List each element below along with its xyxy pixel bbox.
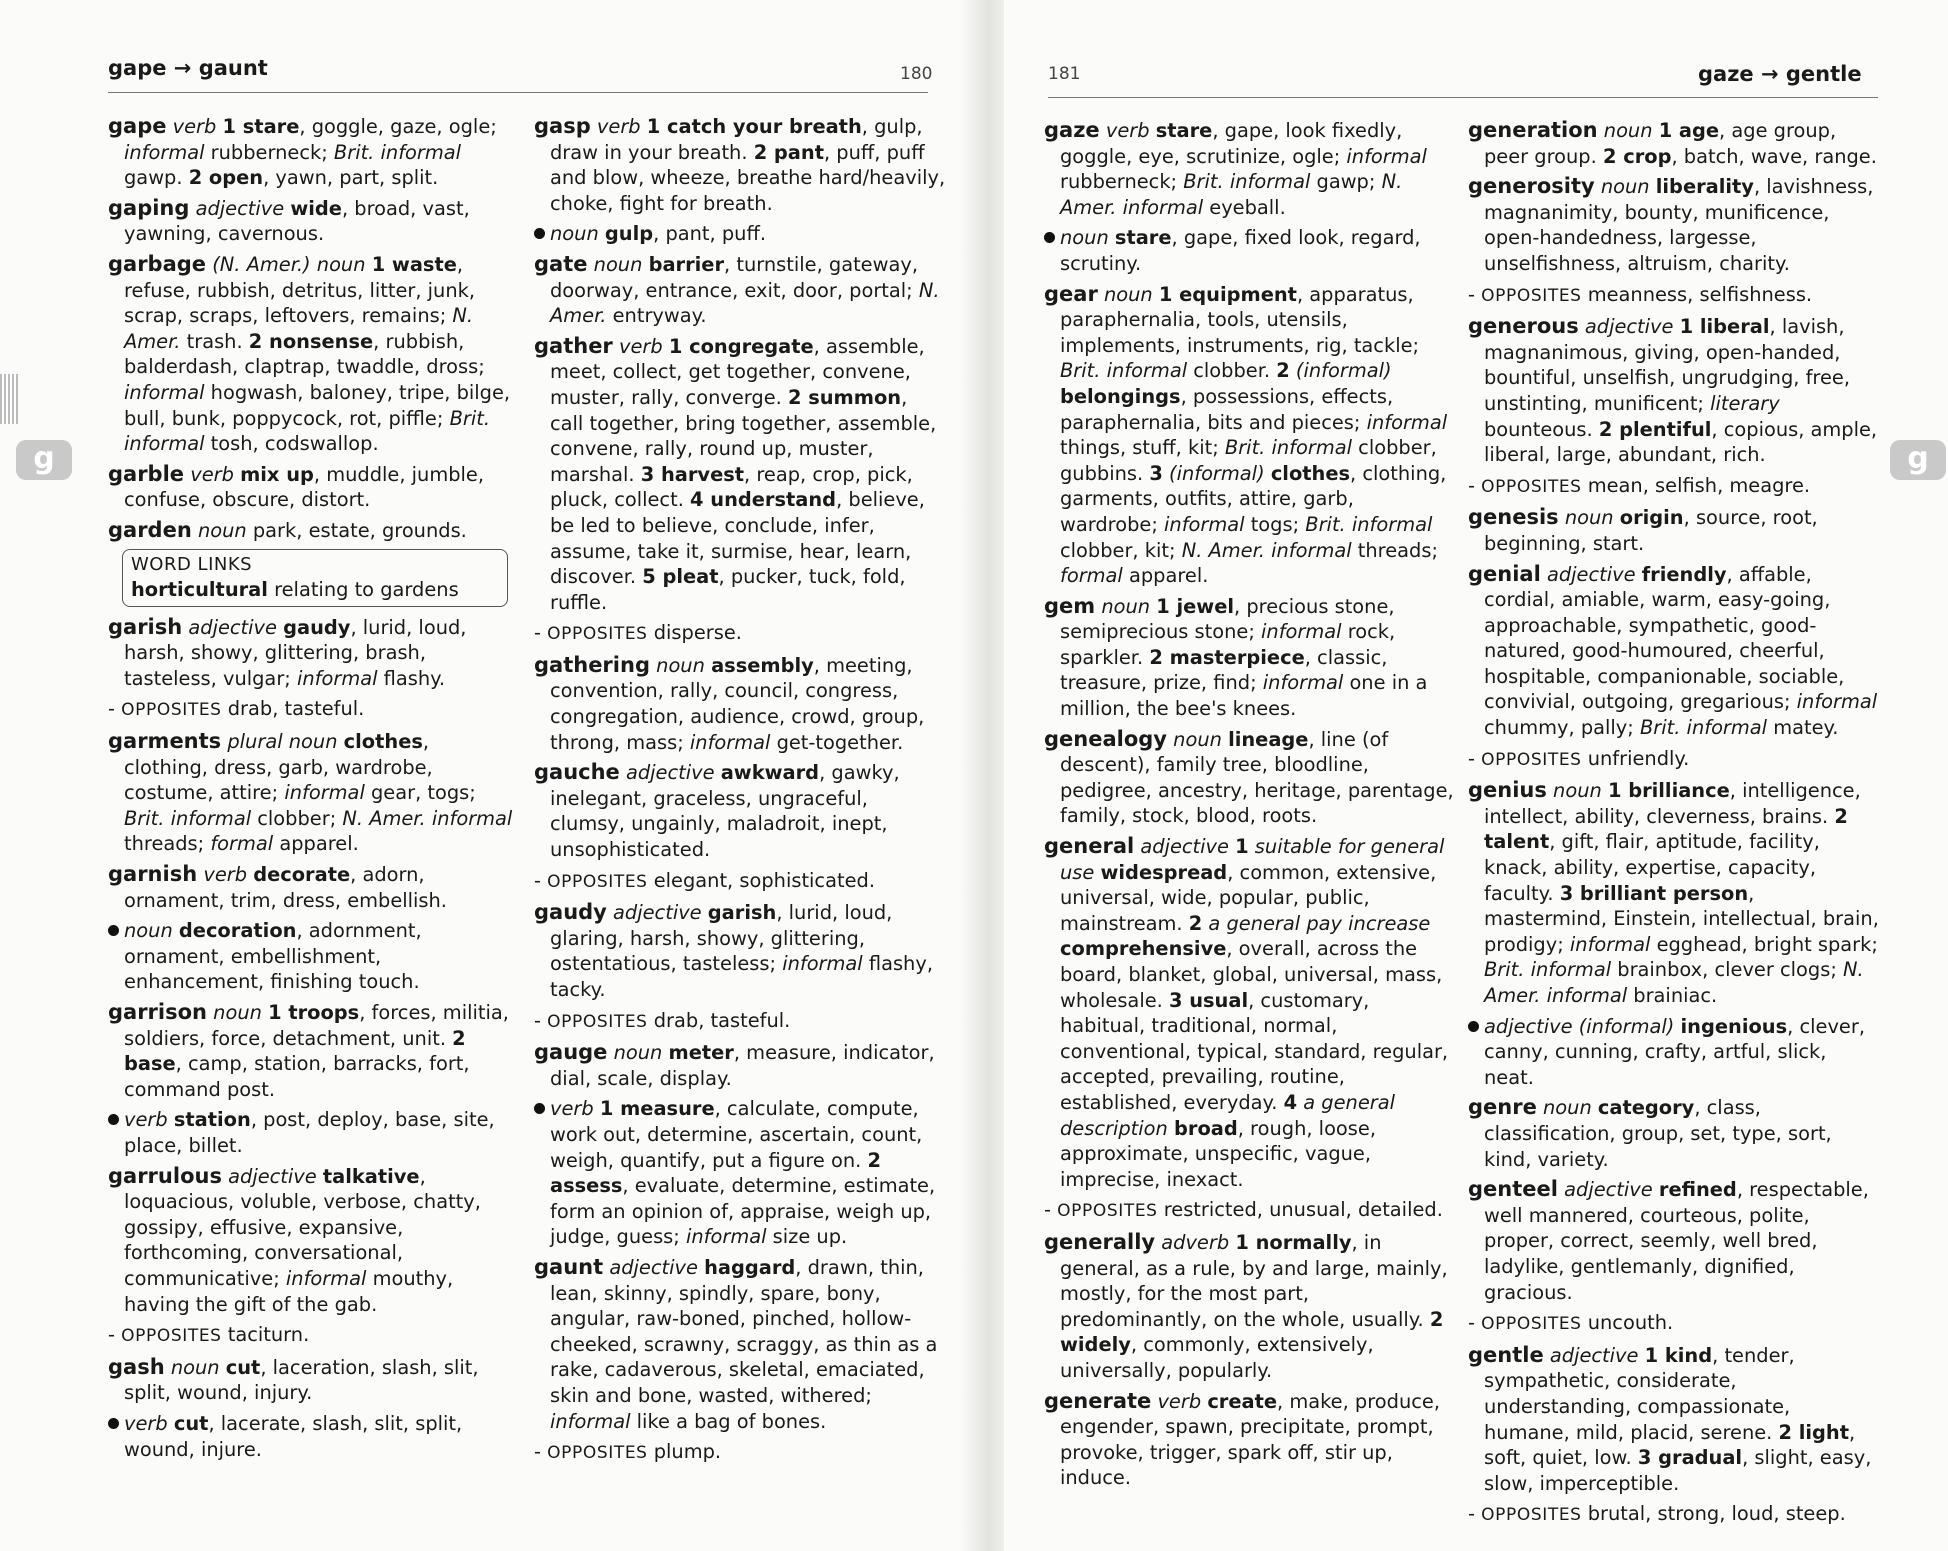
bullet-icon bbox=[534, 1103, 545, 1114]
word-links-content: horticultural relating to gardens bbox=[131, 578, 459, 602]
headword: garden bbox=[108, 517, 192, 542]
headword: generation bbox=[1468, 118, 1598, 142]
sense-subentry: noun decoration, adornment, ornament, embellishment, enhancement, finishing touch. bbox=[108, 918, 516, 995]
dictionary-entry: garrulous adjective talkative, loquacious, voluble, verbose, chatty, gossipy, effusive, expansive, forthcoming, conversational, communicative; informal mouthy, having the gift of the gab. bbox=[108, 1163, 481, 1316]
bullet-icon bbox=[534, 228, 545, 239]
dictionary-entry: gash noun cut, laceration, slash, slit, split, wound, injury. bbox=[108, 1354, 479, 1405]
headword: gash bbox=[108, 1354, 165, 1379]
dictionary-entry: generation noun 1 age, age group, peer group. 2 crop, batch, wave, range. bbox=[1468, 118, 1877, 168]
opposites-line: - OPPOSITES unfriendly. bbox=[1468, 746, 1690, 770]
dictionary-entry: gather verb 1 congregate, assemble, meet, collect, get together, convene, muster, rally, converge. 2 summon, call together, bring together, assemble, convene, rally, round up, muster, marshal. 3 harvest, reap, crop, pick, pluck, collect. 4 understand, believe, be led to believe, conclude, infer, assume, take it, surmise, hear, learn, discover. 5 pleat, pucker, tuck, fold, ruffle. bbox=[534, 333, 937, 614]
dictionary-entry: genre noun category, class, classification, group, set, type, sort, kind, variety. bbox=[1468, 1095, 1832, 1171]
column-right-2 bbox=[1468, 118, 1880, 1534]
word-links-box bbox=[122, 549, 508, 607]
opposites-line: - OPPOSITES disperse. bbox=[534, 621, 742, 645]
headword: general bbox=[1044, 834, 1135, 859]
column-left-1 bbox=[108, 114, 516, 1467]
dictionary-entry: garrison noun 1 troops, forces, militia, soldiers, force, detachment, unit. 2 base, camp, station, barracks, fort, command post. bbox=[108, 1000, 509, 1101]
dictionary-entry: genteel adjective refined, respectable, well mannered, courteous, polite, proper, correct, seemly, well bred, ladylike, gentlemanly, dignified, gracious. bbox=[1468, 1177, 1869, 1304]
headword: garrulous bbox=[108, 1163, 222, 1188]
bullet-icon bbox=[108, 925, 119, 936]
dictionary-entry: gathering noun assembly, meeting, convention, rally, council, congress, congregation, audience, crowd, group, throng, mass; informal get-together. bbox=[534, 652, 925, 754]
sense-subentry: verb cut, lacerate, slash, slit, split, wound, injure. bbox=[108, 1411, 516, 1462]
headword: generate bbox=[1044, 1388, 1152, 1413]
dictionary-entry: genesis noun origin, source, root, beginning, start. bbox=[1468, 505, 1818, 555]
headword: gaudy bbox=[534, 900, 607, 925]
opposites-line: - OPPOSITES brutal, strong, loud, steep. bbox=[1468, 1502, 1846, 1526]
bullet-icon bbox=[108, 1418, 119, 1429]
dictionary-entry: gasp verb 1 catch your breath, gulp, draw in your breath. 2 pant, puff, puff and blow, wheeze, breathe hard/heavily, choke, fight for breath. bbox=[534, 114, 946, 215]
thumb-tab: g bbox=[16, 440, 72, 480]
dictionary-entry: generate verb create, make, produce, engender, spawn, precipitate, prompt, provoke, trigger, spark off, stir up, induce. bbox=[1044, 1388, 1440, 1490]
sense-subentry: adjective (informal) ingenious, clever, canny, cunning, crafty, artful, slick, neat. bbox=[1468, 1014, 1880, 1091]
column-left-2 bbox=[534, 114, 946, 1472]
headword: garrison bbox=[108, 1000, 207, 1024]
header-rule bbox=[108, 92, 928, 93]
opposites-line: - OPPOSITES uncouth. bbox=[1468, 1311, 1674, 1335]
dictionary-entry: generosity noun liberality, lavishness, magnanimity, bounty, munificence, open-handedness, largesse, unselfishness, altruism, charity. bbox=[1468, 174, 1874, 275]
dictionary-entry: generous adjective 1 liberal, lavish, magnanimous, giving, open-handed, bountiful, unselfish, ungrudging, free, unstinting, munificent; literary bounteous. 2 plentiful, copious, ample, liberal, large, abundant, rich. bbox=[1468, 314, 1878, 467]
word-links-title: WORD LINKS bbox=[131, 553, 253, 575]
headword: generally bbox=[1044, 1229, 1156, 1254]
headword: gauche bbox=[534, 760, 620, 785]
headword: generous bbox=[1468, 314, 1579, 339]
header-rule bbox=[1048, 97, 1878, 98]
dictionary-entry: gauche adjective awkward, gawky, inelegant, graceless, ungraceful, clumsy, ungainly, maladroit, inept, unsophisticated. bbox=[534, 760, 900, 862]
dictionary-entry: general adjective 1 suitable for general use widespread, common, extensive, universal, wide, popular, public, mainstream. 2 a general pay increase comprehensive, overall, across the board, blanket, global, universal, mass, wholesale. 3 usual, customary, habitual, traditional, normal, conventional, typical, standard, regular, accepted, prevailing, routine, established, everyday. 4 a general description broad, rough, loose, approximate, unspecific, vague, imprecise, inexact. bbox=[1044, 834, 1449, 1191]
dictionary-entry: gate noun barrier, turnstile, gateway, doorway, entrance, exit, door, portal; N. Amer. entryway. bbox=[534, 251, 940, 328]
dictionary-entry: gaping adjective wide, broad, vast, yawning, cavernous. bbox=[108, 195, 470, 246]
sense-subentry: verb station, post, deploy, base, site, place, billet. bbox=[108, 1107, 516, 1158]
headword: garbage bbox=[108, 251, 207, 276]
opposites-line: - OPPOSITES drab, tasteful. bbox=[108, 697, 365, 721]
opposites-line: - OPPOSITES mean, selfish, meagre. bbox=[1468, 473, 1811, 497]
headword: gear bbox=[1044, 281, 1098, 306]
edge-marks bbox=[0, 374, 18, 424]
headword: gaping bbox=[108, 195, 190, 220]
headword: genre bbox=[1468, 1095, 1537, 1120]
dictionary-entry: garble verb mix up, muddle, jumble, confuse, obscure, distort. bbox=[108, 461, 484, 512]
dictionary-entry: garish adjective gaudy, lurid, loud, harsh, showy, glittering, brash, tasteless, vulgar; informal flashy. bbox=[108, 614, 467, 690]
column-right-1 bbox=[1044, 118, 1454, 1496]
opposites-line: - OPPOSITES taciturn. bbox=[108, 1323, 310, 1347]
sense-subentry: noun gulp, pant, puff. bbox=[534, 221, 946, 247]
dictionary-entry: gape verb 1 stare, goggle, gaze, ogle; informal rubberneck; Brit. informal gawp. 2 open, yawn, part, split. bbox=[108, 114, 497, 190]
bullet-icon bbox=[1044, 232, 1055, 243]
headword: gauge bbox=[534, 1040, 608, 1065]
dictionary-entry: genial adjective friendly, affable, cordial, amiable, warm, easy-going, approachable, sympathetic, good-natured, good-humoured, cheerful, hospitable, companionable, sociable, convivial, outgoing, gregarious; informal chummy, pally; Brit. informal matey. bbox=[1468, 561, 1878, 740]
opposites-line: - OPPOSITES plump. bbox=[534, 1440, 722, 1464]
headword: generosity bbox=[1468, 174, 1595, 199]
headword: genealogy bbox=[1044, 726, 1167, 751]
bullet-icon bbox=[1468, 1021, 1479, 1032]
dictionary-entry: genius noun 1 brilliance, intelligence, intellect, ability, cleverness, brains. 2 talent, gift, flair, aptitude, facility, knack, ability, expertise, capacity, faculty. 3 brilliant person, mastermind, Einstein, intellectual, brain, prodigy; informal egghead, bright spark; Brit. informal brainbox, clever clogs; N. Amer. informal brainiac. bbox=[1468, 778, 1879, 1007]
opposites-line: - OPPOSITES restricted, unusual, detailed. bbox=[1044, 1198, 1443, 1222]
dictionary-entry: generally adverb 1 normally, in general, as a rule, by and large, mainly, mostly, for the most part, predominantly, on the whole, usually. 2 widely, commonly, extensively, universally, popularly. bbox=[1044, 1229, 1448, 1382]
dictionary-entry: gauge noun meter, measure, indicator, dial, scale, display. bbox=[534, 1040, 935, 1090]
headword: genius bbox=[1468, 778, 1547, 803]
dictionary-entry: gaunt adjective haggard, drawn, thin, lean, skinny, spindly, spare, bony, angular, raw-boned, pinched, hollow-cheeked, scrawny, scraggy, as thin as a rake, cadaverous, skeletal, emaciated, skin and bone, wasted, withered; informal like a bag of bones. bbox=[534, 1254, 938, 1433]
running-head: gaze → gentle bbox=[1698, 62, 1862, 86]
dictionary-entry: gaze verb stare, gape, look fixedly, goggle, eye, scrutinize, ogle; informal rubberneck; Brit. informal gawp; N. Amer. informal eyeball. bbox=[1044, 118, 1427, 219]
bullet-icon bbox=[108, 1114, 119, 1125]
headword: genteel bbox=[1468, 1177, 1558, 1202]
running-head: gape → gaunt bbox=[108, 56, 268, 80]
headword: garble bbox=[108, 461, 185, 486]
dictionary-entry: genealogy noun lineage, line (of descent), family tree, bloodline, pedigree, ancestry, heritage, parentage, family, stock, blood, roots. bbox=[1044, 726, 1454, 828]
page-number: 180 bbox=[900, 64, 933, 84]
dictionary-entry: garden noun park, estate, grounds. bbox=[108, 517, 467, 542]
headword: garments bbox=[108, 729, 222, 754]
right-page bbox=[1004, 0, 1948, 1551]
dictionary-entry: garbage (N. Amer.) noun 1 waste, refuse, rubbish, detritus, litter, junk, scrap, scraps, leftovers, remains; N. Amer. trash. 2 nonsense, rubbish, balderdash, claptrap, twaddle, dross; informal hogwash, baloney, tripe, bilge, bull, bunk, poppycock, rot, piffle; Brit. informal tosh, codswallop. bbox=[108, 251, 511, 456]
headword: gathering bbox=[534, 652, 650, 677]
dictionary-entry: gaudy adjective garish, lurid, loud, glaring, harsh, showy, glittering, ostentatious, tasteless; informal flashy, tacky. bbox=[534, 900, 933, 1001]
headword: gentle bbox=[1468, 1342, 1544, 1367]
left-page bbox=[0, 0, 968, 1551]
headword: garish bbox=[108, 614, 183, 639]
dictionary-entry: garnish verb decorate, adorn, ornament, trim, dress, embellish. bbox=[108, 862, 447, 912]
headword: gape bbox=[108, 114, 167, 138]
opposites-line: - OPPOSITES drab, tasteful. bbox=[534, 1008, 791, 1032]
dictionary-entry: gear noun 1 equipment, apparatus, paraphernalia, tools, utensils, implements, instruments, rig, tackle; Brit. informal clobber. 2 (informal) belongings, possessions, effects, paraphernalia, bits and pieces; informal things, stuff, kit; Brit. informal clobber, gubbins. 3 (informal) clothes, clothing, garments, outfits, attire, garb, wardrobe; informal togs; Brit. informal clobber, kit; N. Amer. informal threads; formal apparel. bbox=[1044, 281, 1448, 588]
headword: gaunt bbox=[534, 1254, 604, 1279]
opposites-line: - OPPOSITES meanness, selfishness. bbox=[1468, 282, 1813, 306]
headword: gather bbox=[534, 333, 613, 358]
opposites-line: - OPPOSITES elegant, sophisticated. bbox=[534, 868, 875, 892]
headword: garnish bbox=[108, 862, 198, 887]
headword: gasp bbox=[534, 114, 591, 138]
headword: gate bbox=[534, 251, 588, 276]
page-number: 181 bbox=[1048, 64, 1081, 84]
headword: genial bbox=[1468, 561, 1541, 586]
dictionary-entry: garments plural noun clothes, clothing, dress, garb, wardrobe, costume, attire; informal gear, togs; Brit. informal clobber; N. Amer. informal threads; formal apparel. bbox=[108, 729, 513, 856]
dictionary-entry: gentle adjective 1 kind, tender, sympathetic, considerate, understanding, compassionate, humane, mild, placid, serene. 2 light, soft, quiet, low. 3 gradual, slight, easy, slow, imperceptible. bbox=[1468, 1342, 1872, 1495]
sense-subentry: noun stare, gape, fixed look, regard, scrutiny. bbox=[1044, 225, 1454, 276]
sense-subentry: verb 1 measure, calculate, compute, work out, determine, ascertain, count, weigh, quantify, put a figure on. 2 assess, evaluate, determine, estimate, form an opinion of, appraise, weigh up, judge, guess; informal size up. bbox=[534, 1096, 946, 1250]
headword: gem bbox=[1044, 593, 1096, 618]
headword: gaze bbox=[1044, 118, 1100, 142]
headword: genesis bbox=[1468, 505, 1559, 530]
thumb-tab: g bbox=[1890, 440, 1946, 480]
dictionary-entry: gem noun 1 jewel, precious stone, semiprecious stone; informal rock, sparkler. 2 masterpiece, classic, treasure, prize, find; informal one in a million, the bee's knees. bbox=[1044, 593, 1428, 721]
